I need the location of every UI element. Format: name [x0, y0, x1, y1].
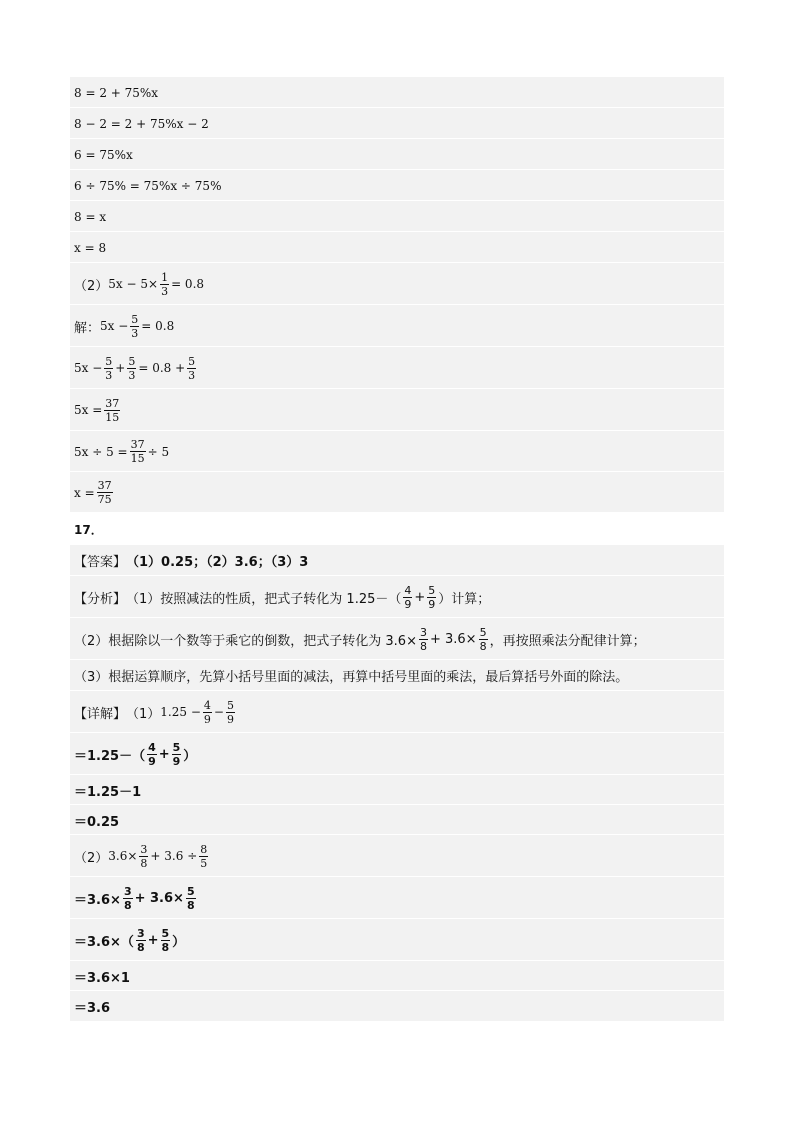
- analysis-line: [70, 659, 728, 691]
- fraction: $\frac{37}{75}$: [97, 479, 112, 506]
- expr-part: 5x −: [100, 319, 129, 333]
- analysis-tag: 【分析】: [74, 591, 127, 607]
- analysis-text: （1）按照减法的性质，把式子转化为 1.25－（: [126, 591, 402, 607]
- fraction: $\frac{1}{3}$: [161, 270, 169, 298]
- fraction: $\frac{5}{8}$: [161, 926, 170, 954]
- equation-line: [70, 262, 728, 305]
- expr-part: ）: [183, 748, 197, 764]
- detail-line: [70, 918, 728, 961]
- expr-part: 5x − 5×: [108, 277, 159, 291]
- expr-part: 5x ÷ 5 =: [74, 444, 128, 459]
- question-number: 17．: [74, 523, 103, 537]
- analysis-text: ，再按照乘法分配律计算；: [489, 633, 646, 649]
- detail-line: [70, 774, 728, 805]
- answer-tag: 【答案】: [74, 555, 127, 570]
- operator: +: [414, 589, 426, 605]
- fraction: $\frac{5}{9}$: [428, 583, 436, 611]
- fraction: $\frac{3}{8}$: [123, 884, 132, 912]
- expr-part: + 3.6×: [134, 890, 184, 906]
- fraction: $\frac{5}{3}$: [188, 354, 196, 382]
- detail-head-line: [70, 690, 728, 733]
- equation-line: [70, 388, 728, 431]
- equation-text: 6 = 75%x: [74, 147, 133, 162]
- expr-part: = 0.8: [141, 319, 175, 333]
- equation-line: [70, 138, 728, 170]
- expr-part: ＝3.6×: [74, 892, 121, 908]
- detail-tag: 【详解】: [74, 706, 127, 722]
- operator: +: [115, 361, 126, 375]
- expr-part: ）: [172, 934, 186, 950]
- expr-part: = 0.8: [171, 277, 205, 291]
- equation-line: [70, 169, 728, 201]
- fraction: $\frac{5}{8}$: [186, 884, 195, 912]
- expr-part: ＝3.6: [74, 1001, 111, 1016]
- solution-panel-1: [70, 76, 724, 512]
- equation-line: [70, 231, 728, 263]
- item-label: （2）: [74, 850, 109, 866]
- equation-line: [70, 107, 728, 139]
- expr-part: + 3.6 ÷: [150, 849, 198, 863]
- detail-line: [70, 804, 728, 835]
- detail-line: [70, 960, 728, 991]
- equation-text: x = 8: [74, 240, 107, 255]
- analysis-text: （2）根据除以一个数等于乘它的倒数，把式子转化为 3.6×: [74, 633, 417, 649]
- detail-line: [70, 876, 728, 919]
- expr-part: ＝3.6×（: [74, 934, 134, 950]
- expr-part: x =: [74, 485, 95, 500]
- equation-text: 8 = x: [74, 209, 107, 224]
- item-label: （2）: [74, 278, 109, 294]
- expr-part: 3.6×: [108, 849, 138, 863]
- expr-part: = 0.8 +: [138, 361, 186, 375]
- equation-line: [70, 76, 728, 108]
- fraction: $\frac{8}{5}$: [200, 842, 208, 870]
- equation-line: [70, 430, 728, 472]
- expr-part: ＝0.25: [74, 814, 120, 830]
- expr-part: 5x −: [74, 361, 103, 375]
- detail-line: [70, 732, 728, 775]
- fraction: $\frac{4}{9}$: [203, 698, 211, 726]
- analysis-text: + 3.6×: [429, 631, 477, 647]
- fraction: $\frac{5}{8}$: [479, 625, 487, 653]
- fraction: $\frac{5}{3}$: [105, 354, 113, 382]
- expr-part: ＝3.6×1: [74, 970, 130, 986]
- expr-part: 5x =: [74, 403, 103, 417]
- fraction: 4 9: [404, 583, 412, 611]
- fraction: $\frac{37}{15}$: [105, 396, 120, 424]
- fraction: 4 9: [148, 740, 156, 768]
- item-label: （1）: [126, 706, 161, 722]
- operator: +: [158, 746, 170, 762]
- equation-line: [70, 346, 728, 389]
- equation-line: [70, 200, 728, 232]
- solution-label: 解：: [74, 320, 101, 336]
- operator: +: [147, 932, 159, 948]
- fraction: $\frac{5}{9}$: [172, 740, 181, 768]
- fraction: $\frac{5}{3}$: [131, 312, 139, 340]
- expr-part: ＝1.25－（: [74, 748, 146, 764]
- operator: −: [213, 705, 224, 719]
- analysis-line: [70, 617, 728, 660]
- fraction: $\frac{5}{3}$: [128, 354, 136, 382]
- detail-line: [70, 990, 728, 1022]
- solution-panel-2: [70, 544, 724, 1021]
- expr-part: 1.25 −: [160, 705, 201, 719]
- equation-text: 6 ÷ 75% = 75%x ÷ 75%: [74, 178, 222, 193]
- answer-text: （1）0.25；（2）3.6；（3）3: [126, 555, 309, 570]
- answer-line: [70, 544, 728, 576]
- fraction: $\frac{3}{8}$: [419, 625, 427, 653]
- equation-text: 8 − 2 = 2 + 75%x − 2: [74, 116, 209, 131]
- fraction: 3 8: [136, 926, 145, 954]
- fraction: $\frac{37}{15}$: [130, 438, 145, 465]
- equation-text: 8 = 2 + 75%x: [74, 85, 159, 100]
- detail-line: [70, 834, 728, 877]
- analysis-line: [70, 575, 728, 618]
- equation-line: [70, 304, 728, 347]
- expr-part: ＝1.25－1: [74, 784, 142, 800]
- analysis-text: （3）根据运算顺序，先算小括号里面的减法，再算中括号里面的乘法，最后算括号外面的除法。: [74, 670, 629, 685]
- fraction: $\frac{5}{9}$: [226, 698, 234, 726]
- expr-part: ÷ 5: [147, 444, 170, 459]
- fraction: $\frac{3}{8}$: [140, 842, 148, 870]
- equation-line: [70, 471, 728, 513]
- analysis-text: ）计算；: [438, 591, 491, 607]
